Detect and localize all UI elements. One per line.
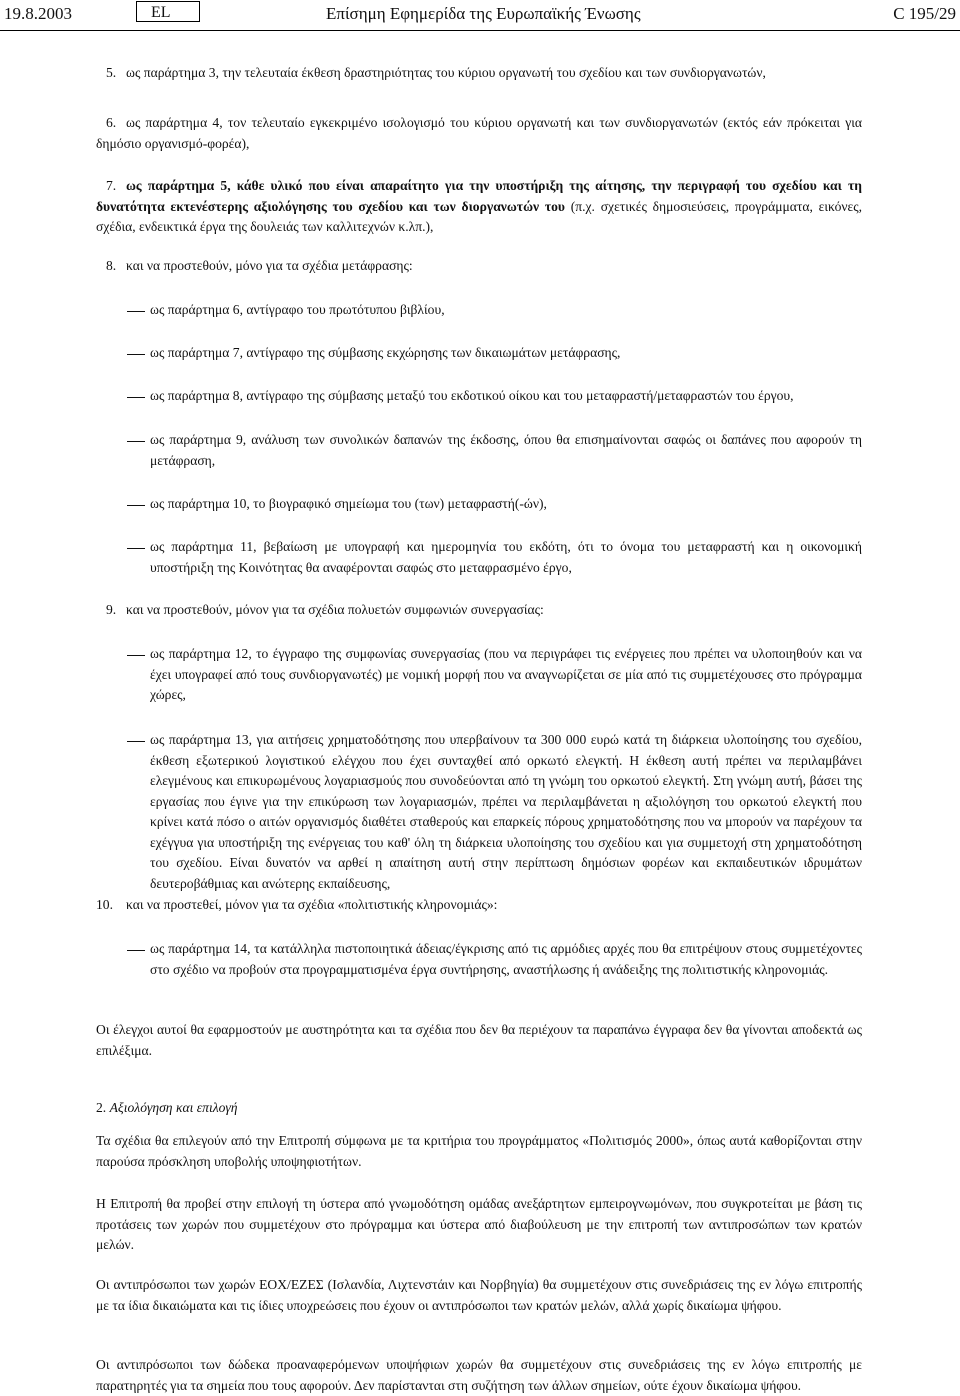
- dash-marker: [127, 354, 145, 355]
- item-number: 9.: [106, 602, 117, 617]
- dash-item-annex-9: ως παράρτημα 9, ανάλυση των συνολικών δαπανών της έκδοσης, όπου θα επισημαίνονται σαφώς οι δαπάνες που αφορούν τη μετάφραση,: [150, 432, 862, 468]
- item-text: ως παράρτημα 4, τον τελευταίο εγκεκριμένο ισολογισμό του κύριου οργανωτή και των συνδιοργανωτών (εκτός εάν πρόκειται για δημόσιο οργανισμό-φορέα),: [96, 115, 862, 151]
- page-reference: C 195/29: [893, 4, 956, 23]
- item-text: και να προστεθούν, μόνον για τα σχέδια πολυετών συμφωνιών συνεργασίας:: [126, 602, 544, 617]
- item-text-normal: (π.χ. σχετικές δημοσιεύσεις, προγράμματα, εικόνες, σχέδια, ενδεικτικά έργα της δουλειάς των καλλιτεχνών κ.λπ.),: [96, 198, 863, 234]
- item-text: και να προστεθούν, μόνο για τα σχέδια μετάφρασης:: [126, 258, 413, 273]
- list-item-7: [96, 176, 862, 238]
- dash-item-annex-6: ως παράρτημα 6, αντίγραφο του πρωτότυπου βιβλίου,: [150, 302, 445, 317]
- page-header: [0, 0, 960, 31]
- dash-item-annex-8: ως παράρτημα 8, αντίγραφο της σύμβασης μεταξύ του εκδοτικού οίκου και του μεταφραστή/μεταφραστών του έργου,: [150, 388, 794, 403]
- item-text: [96, 176, 862, 238]
- item-number: 10.: [96, 897, 113, 912]
- dash-item-annex-12: ως παράρτημα 12, το έγγραφο της συμφωνίας συνεργασίας (που να περιγράφει τις ενέργειες που πρέπει να υλοποιηθούν και να έχει υπογραφεί από τους συνδιοργανωτές) με νομική μορφή που να αναγνωρίζεται σε μία από τις συμμετέχουσες στο πρόγραμμα χώρες,: [150, 646, 862, 702]
- journal-title: Επίσημη Εφημερίδα της Ευρωπαϊκής Ένωσης: [326, 4, 641, 23]
- selection-paragraph-2: Η Επιτροπή θα προβεί στην επιλογή τη ύστερα από γνωμοδότηση ομάδας ανεξάρτητων εμπειρογνωμόνων, που συγκροτείται με βάση τις προτάσεις των χωρών που συμμετέχουν στο πρόγραμμα και ύστερα από διαβούλευση με την επιτροπή των αντιπροσώπων των κρατών μελών.: [96, 1196, 862, 1252]
- item-text: και να προστεθεί, μόνον για τα σχέδια «πολιτιστικής κληρονομιάς»:: [126, 897, 498, 912]
- dash-marker: [127, 950, 145, 951]
- dash-item-annex-11: ως παράρτημα 11, βεβαίωση με υπογραφή και ημερομηνία του εκδότη, ότι το όνομα του μεταφραστή και η οικονομική υποστήριξη της Κοινότητας θα αναφέρονται σαφώς στο μεταφρασμένο έργο,: [150, 539, 862, 575]
- dash-item-annex-7: ως παράρτημα 7, αντίγραφο της σύμβασης εκχώρησης των δικαιωμάτων μετάφρασης,: [150, 345, 621, 360]
- dash-marker: [127, 741, 145, 742]
- dash-marker: [127, 655, 145, 656]
- item-number: 6.: [106, 115, 117, 130]
- dash-item-annex-10: ως παράρτημα 10, το βιογραφικό σημείωμα του (των) μεταφραστή(-ών),: [150, 496, 547, 511]
- item-number: 5.: [106, 65, 117, 80]
- dash-marker: [127, 505, 145, 506]
- list-item-5: [96, 63, 862, 85]
- list-item-6: [96, 113, 862, 155]
- item-number: 7.: [106, 178, 117, 193]
- dash-marker: [127, 548, 145, 549]
- selection-paragraph-1: Τα σχέδια θα επιλεγούν από την Επιτροπή σύμφωνα με τα κριτήρια του προγράμματος «Πολιτισμός 2000», όπως αυτά καθορίζονται στην παρούσα πρόσκληση υποβολής υποψηφιοτήτων.: [96, 1133, 862, 1169]
- publication-date: 19.8.2003: [4, 4, 72, 23]
- list-item-9: [96, 600, 862, 622]
- dash-item-annex-13: ως παράρτημα 13, για αιτήσεις χρηματοδότησης που υπερβαίνουν τα 300 000 ευρώ κατά τη διάρκεια υλοποίησης του σχεδίου, έκθεση εξωτερικού λογιστικού ελέγχου που έχει συνταχθεί από ορκωτό ελεγκτή. Η έκθεση αυτή πρέπει να περιλαμβάνει ελεγμένους και επικυρωμένους λογαριασμούς που συνοδεύονται από τη γνώμη του ορκωτού ελεγκτή. Στη γνώμη αυτή, βάσει της εργασίας που έγινε για την επικύρωση των λογαριασμών, πρέπει να περιλαμβάνεται η αξιολόγηση του ορκωτού ελεγκτή που κρίνει κατά πόσο ο αιτών οργανισμός διαθέτει σταθερούς και επαρκείς πόρους χρηματοδότησης που να μπορούν να παρέχουν τα εχέγγυα για υποστήριξη της ενέργειας του καθ' όλη τη διάρκεια υλοποίησης του σχεδίου και για συμμετοχή στη χρηματοδότηση του σχεδίου. Είναι δυνατόν να αρθεί η απαίτηση αυτή στην περίπτωση δημόσιων φορέων και εκπαιδευτικών ιδρυμάτων δευτεροβάθμιας και ανώτερης εκπαίδευσης,: [150, 732, 862, 891]
- dash-marker: [127, 397, 145, 398]
- dash-marker: [127, 441, 145, 442]
- checks-paragraph: Οι έλεγχοι αυτοί θα εφαρμοστούν με αυστηρότητα και τα σχέδια που δεν θα περιέχουν τα παραπάνω έγγραφα δεν θα γίνονται αποδεκτά ως επιλέξιμα.: [96, 1022, 862, 1058]
- item-text: ως παράρτημα 3, την τελευταία έκθεση δραστηριότητας του κύριου οργανωτή του σχεδίου και των συνδιοργανωτών,: [126, 65, 766, 80]
- selection-paragraph-3: Οι αντιπρόσωποι των χωρών ΕΟΧ/ΕΖΕΣ (Ισλανδία, Λιχτενστάιν και Νορβηγία) θα συμμετέχουν στις συνεδριάσεις της εν λόγω επιτροπής με τα ίδια δικαιώματα και τις ίδιες υποχρεώσεις που έχουν οι αντιπρόσωποι των κρατών μελών, αλλά χωρίς δικαίωμα ψήφου.: [96, 1277, 862, 1313]
- dash-item-annex-14: ως παράρτημα 14, τα κατάλληλα πιστοποιητικά άδειας/έγκρισης από τις αρμόδιες αρχές που θα επιτρέψουν στους συμμετέχοντες στο σχέδιο να προβούν στα προγραμματισμένα έργα συντήρησης, αναστήλωσης ή ανάδειξης της πολιτιστικής κληρονομιάς.: [150, 941, 862, 977]
- list-item-10: [96, 895, 862, 917]
- section-title: Αξιολόγηση και επιλογή: [109, 1100, 238, 1115]
- item-text-bold: ως παράρτημα 5, κάθε υλικό που είναι απαραίτητο για την υποστήριξη της αίτησης, την περιγραφή του σχεδίου και τη δυνατότητα εκτενέστερης αξιολόγησης του σχεδίου και των διοργανωτών του: [96, 178, 862, 214]
- dash-marker: [127, 311, 145, 312]
- language-code-box: EL: [136, 1, 200, 22]
- section-number: 2.: [96, 1100, 107, 1115]
- selection-paragraph-4: Οι αντιπρόσωποι των δώδεκα προαναφερόμενων υποψήφιων χωρών θα συμμετέχουν στις συνεδριάσεις της εν λόγω επιτροπής με παρατηρητές για τα σημεία που τους αφορούν. Δεν παρίστανται στη συζήτηση των άλλων σημείων, ούτε έχουν δικαίωμα ψήφου.: [96, 1357, 862, 1393]
- list-item-8: [96, 256, 862, 278]
- section-heading: [96, 1098, 238, 1119]
- item-number: 8.: [106, 258, 117, 273]
